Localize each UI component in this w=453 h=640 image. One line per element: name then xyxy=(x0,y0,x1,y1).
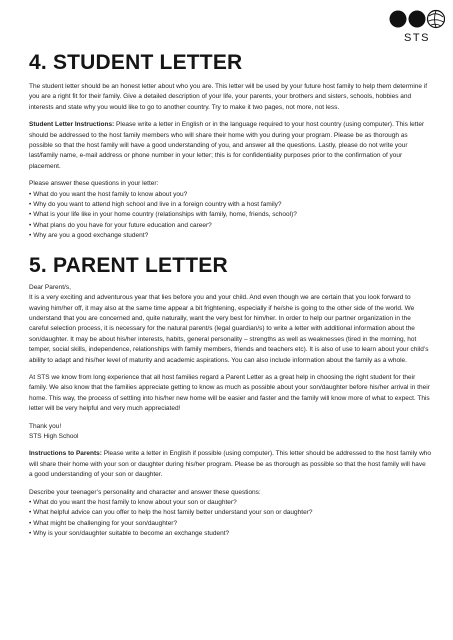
student-questions-intro: Please answer these questions in your letter: xyxy=(29,180,159,188)
list-item: • What might be challenging for your son/daughter? xyxy=(29,519,431,529)
parent-questions-list xyxy=(29,498,431,540)
parent-thanks: Thank you! xyxy=(29,422,62,430)
logo-text: STS xyxy=(404,32,430,44)
list-item: • What helpful advice can you offer to help the host family better understand your son or daughter? xyxy=(29,508,431,518)
list-item: • What plans do you have for your future education and career? xyxy=(29,221,431,231)
list-item: • Why do you want to attend high school and live in a foreign country with a host family? xyxy=(29,200,431,210)
parent-letter-heading: 5. PARENT LETTER xyxy=(29,253,228,277)
parent-body-1: It is a very exciting and adventurous year that lies before you and your child. And even though we are certain that you look forward to waving him/her off, it may also at the same time appear a bit frightening, especially if he/she is going to the other side of the world. We understand that you are concerned and, quite naturally, want the very best for him/her. In order to help our partner organization in the careful selection process, it is necessary for the natural parent/s (legal guardian/s) to write a letter with additional information about the son/daughter. It may be about his/her interests, habits, general personality – strengths as well as weaknesses (tired in the morning, hot temper, social skills, independence, relationships with family members, friends and teachers etc). It is also of use to learn about your child’s ability to adapt and his/her level of maturity and academic aspirations. You can also include information about the family as a whole. xyxy=(29,294,429,364)
list-item: • What do you want the host family to know about your son or daughter? xyxy=(29,498,431,508)
parent-questions-intro: Describe your teenager’s personality and character and answer these questions: xyxy=(29,488,261,496)
parent-instructions-label: Instructions to Parents: xyxy=(29,450,102,458)
student-letter-heading: 4. STUDENT LETTER xyxy=(29,51,243,74)
document-page xyxy=(29,50,431,540)
instructions-label: Student Letter Instructions: xyxy=(29,121,115,129)
parent-body-2: At STS we know from long experience that all host families regard a Parent Letter as a great help in choosing the right student for their family. We also know that the families appreciate getting to know as much as possible about your son/daughter before his/her arrival in their home. This way, the process of settling into his/her new home will be easier and faster and the family will know more of what to expect. This letter will be very helpful and very much appreciated! xyxy=(29,373,430,413)
list-item: • Why is your son/daughter suitable to become an exchange student? xyxy=(29,529,431,539)
parent-instructions xyxy=(29,449,431,480)
student-letter-intro: The student letter should be an honest letter about who you are. This letter will be used by your future host family to help them determine if you are a right fit for their family. Give a detailed description of your life, your parents, your brothers and sisters, schools, hobbies and interests and state why you would like to go to another country. Try to make it two pages, not more, not less. xyxy=(29,83,428,111)
sts-logo xyxy=(389,6,445,46)
parent-salutation: Dear Parent/s, xyxy=(29,283,71,291)
instructions-text: Please write a letter in English or in the language required to your host country (using computer). This letter should be addressed to the host family members who will share their home with you during your program. Please be as thorough as possible so that the host family will have a good understanding of you, and answer all the questions. Lastly, please do not write your last/family name, e-mail address or phone number in your letter; this is for confidentiality purposes prior to the confirmation of your placement. xyxy=(29,121,425,170)
list-item: • Why are you a good exchange student? xyxy=(29,231,431,241)
parent-instructions-text: Please write a letter in English if possible (using computer). This letter should be addressed to the host family who will share their home with your son or daughter during his/her program. Please be as thorough as possible so that the host family will have a good understanding of your son or daughter. xyxy=(29,450,431,479)
parent-signature: STS High School xyxy=(29,432,79,440)
list-item: • What is your life like in your home country (relationships with family, home, friends, school)? xyxy=(29,210,431,220)
student-questions-list xyxy=(29,190,431,242)
sts-logo-mark xyxy=(389,6,445,30)
list-item: • What do you want the host family to know about you? xyxy=(29,190,431,200)
student-letter-instructions xyxy=(29,120,431,172)
